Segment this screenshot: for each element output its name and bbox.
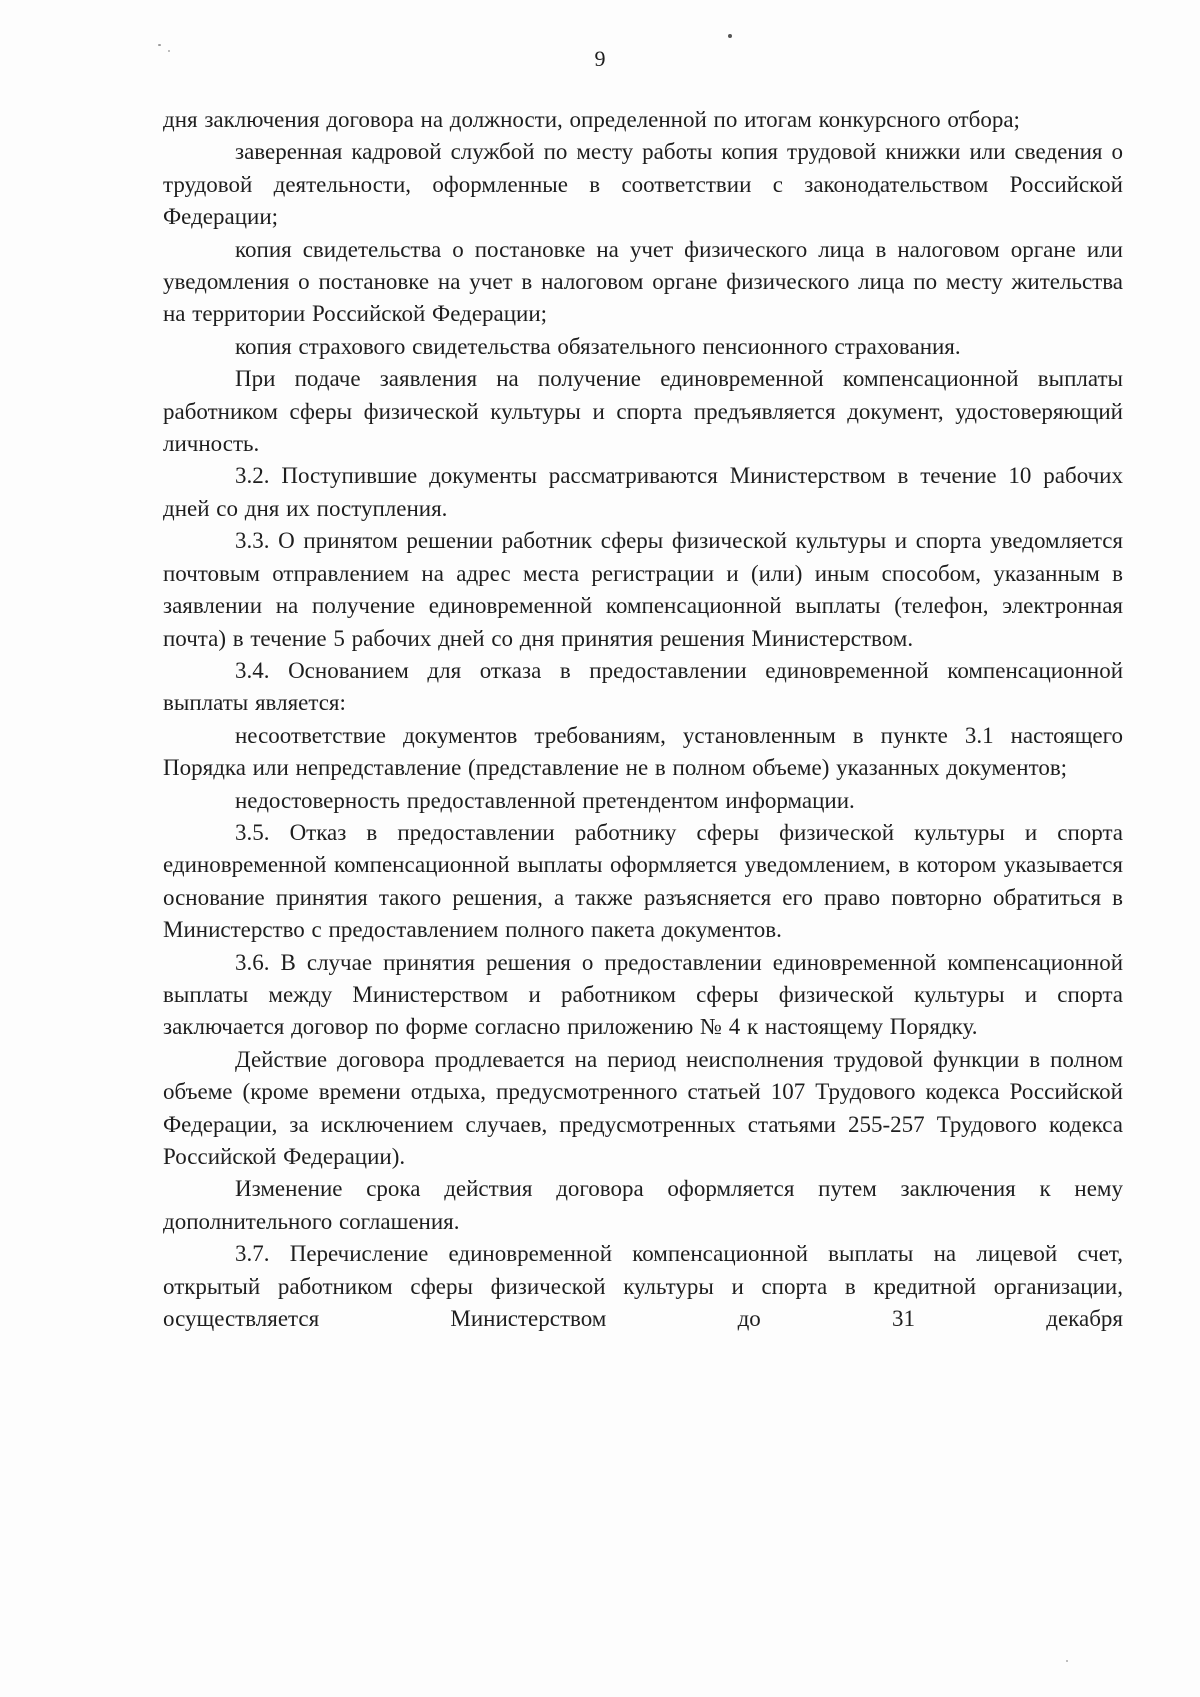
paragraph-contract-amendment: Изменение срока действия договора оформляется путем заключения к нему дополнительного соглашения.	[163, 1176, 1123, 1234]
paragraph-contract-extension: Действие договора продлевается на период неисполнения трудовой функции в полном объеме (кроме времени отдыха, предусмотренного статьей 107 Трудового кодекса Российской Федерации, за исключением случаев, предусмотренных статьями 255-257 Трудового кодекса Российской Федерации).	[163, 1046, 1123, 1169]
page-number: 9	[594, 46, 606, 71]
paragraph-3-6: 3.6. В случае принятия решения о предоставлении единовременной компенсационной выплаты между Министерством и работником сферы физической культуры и спорта заключается договор по форме согласно приложению № 4 к настоящему Порядку.	[163, 949, 1123, 1040]
paragraph-3-4: 3.4. Основанием для отказа в предоставлении единовременной компенсационной выплаты является:	[163, 657, 1123, 716]
paragraph-identity-document: При подаче заявления на получение единовременной компенсационной выплаты работником сферы физической культуры и спорта предъявляется документ, удостоверяющий личность.	[163, 366, 1123, 457]
document-body	[163, 104, 1123, 1335]
paragraph-3-7: 3.7. Перечисление единовременной компенсационной выплаты на лицевой счет, открытый работником сферы физической культуры и спорта в кредитной организации, осуществляется Министерством до 31 декабря	[163, 1241, 1123, 1332]
paragraph-refusal-reason-1: несоответствие документов требованиям, установленным в пункте 3.1 настоящего Порядка или непредставление (представление не в полном объеме) указанных документов;	[163, 722, 1123, 781]
paragraph-3-3: 3.3. О принятом решении работник сферы физической культуры и спорта уведомляется почтовым отправлением на адрес места регистрации и (или) иным способом, указанным в заявлении на получение единовременной компенсационной выплаты (телефон, электронная почта) в течение 5 рабочих дней со дня принятия решения Министерством.	[163, 528, 1123, 651]
scan-speck	[1066, 1660, 1068, 1662]
paragraph-continuation: дня заключения договора на должности, определенной по итогам конкурсного отбора;	[163, 107, 1020, 132]
paragraph-3-5: 3.5. Отказ в предоставлении работнику сферы физической культуры и спорта единовременной компенсационной выплаты оформляется уведомлением, в котором указывается основание принятия такого решения, а также разъясняется его право повторно обратиться в Министерство с предоставлением полного пакета документов.	[163, 819, 1123, 943]
paragraph-3-2: 3.2. Поступившие документы рассматриваются Министерством в течение 10 рабочих дней со дня их поступления.	[163, 463, 1123, 521]
scan-speck	[168, 50, 170, 52]
paragraph-pension-certificate-copy: копия страхового свидетельства обязательного пенсионного страхования.	[235, 333, 961, 359]
scan-speck	[158, 44, 161, 46]
paragraph-refusal-reason-2: недостоверность предоставленной претендентом информации.	[235, 787, 855, 813]
scan-speck	[728, 34, 732, 38]
paragraph-work-book-copy: заверенная кадровой службой по месту работы копия трудовой книжки или сведения о трудовой деятельности, оформленные в соответствии с законодательством Российской Федерации;	[163, 139, 1123, 230]
paragraph-tax-certificate-copy: копия свидетельства о постановке на учет физического лица в налоговом органе или уведомления о постановке на учет в налоговом органе физического лица по месту жительства на территории Российской Федерации;	[163, 236, 1123, 327]
